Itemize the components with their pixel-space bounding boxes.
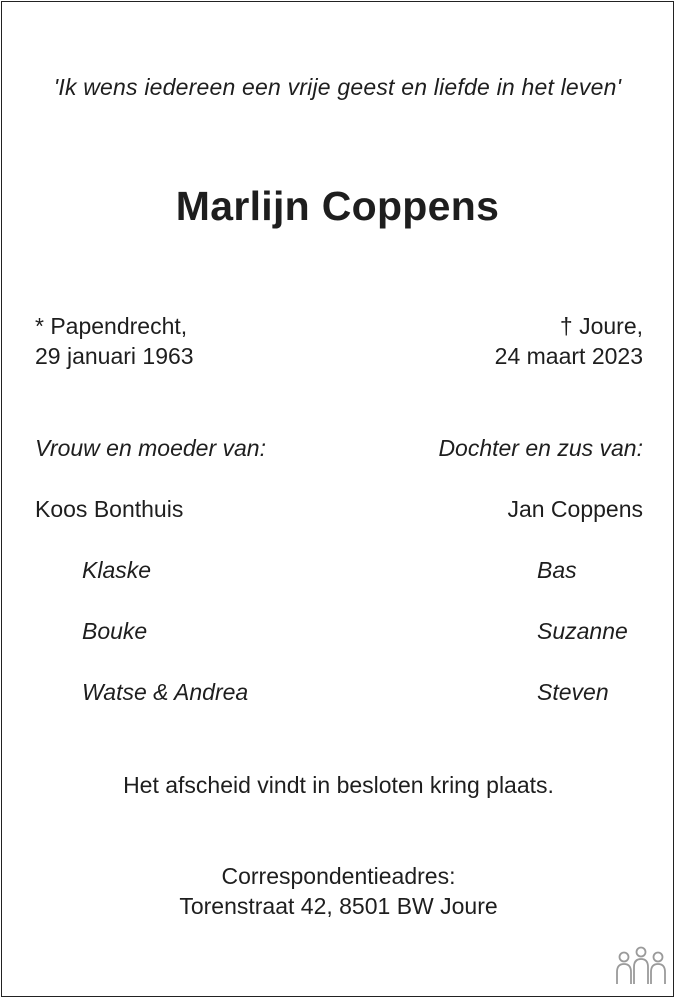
farewell-notice: Het afscheid vindt in besloten kring plaats. <box>123 772 554 798</box>
child-name: Klaske <box>82 557 152 583</box>
partner-name: Koos Bonthuis <box>35 496 184 522</box>
deceased-name: Marlijn Coppens <box>175 183 500 229</box>
birth-date: 29 januari 1963 <box>35 343 194 369</box>
death-place: † Joure, <box>559 313 643 339</box>
memorial-quote: 'Ik wens iedereen een vrije geest en liefde in het leven' <box>53 74 622 100</box>
sibling-name: Suzanne <box>537 618 628 644</box>
people-group-icon <box>615 946 667 986</box>
correspondence-address: Torenstraat 42, 8501 BW Joure <box>179 893 498 919</box>
death-date: 24 maart 2023 <box>494 343 643 369</box>
child-name: Watse & Andrea <box>82 679 249 705</box>
parent-name: Jan Coppens <box>507 496 643 522</box>
birth-place: * Papendrecht, <box>35 313 188 339</box>
sibling-name: Steven <box>537 679 609 705</box>
correspondence-label: Correspondentieadres: <box>221 863 456 889</box>
left-column-heading: Vrouw en moeder van: <box>35 435 266 461</box>
child-name: Bouke <box>82 618 148 644</box>
right-column-heading: Dochter en zus van: <box>438 435 643 461</box>
sibling-name: Bas <box>537 557 577 583</box>
